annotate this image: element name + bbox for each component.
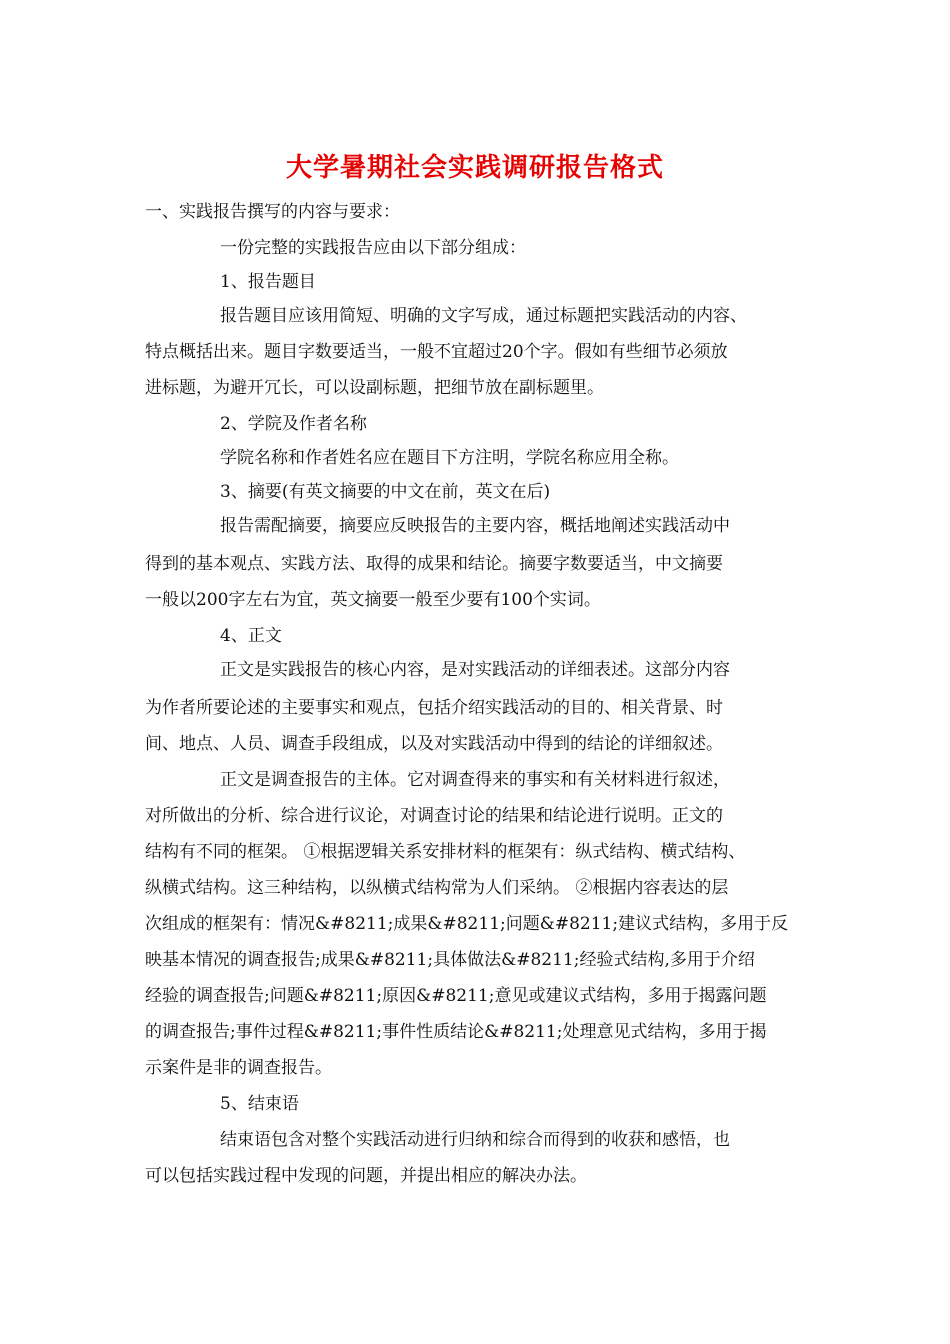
paragraph-line: 映基本情况的调查报告;成果&#8211;具体做法&#8211;经验式结构,多用于介绍: [145, 950, 755, 970]
subheading: 3、摘要(有英文摘要的中文在前，英文在后): [220, 482, 551, 502]
subheading: 1、报告题目: [220, 272, 316, 292]
paragraph-line: 正文是实践报告的核心内容，是对实践活动的详细表述。这部分内容: [220, 660, 730, 680]
paragraph-line: 结束语包含对整个实践活动进行归纳和综合而得到的收获和感悟，也: [220, 1130, 730, 1150]
subheading: 5、结束语: [220, 1094, 299, 1114]
paragraph-line: 经验的调查报告;问题&#8211;原因&#8211;意见或建议式结构，多用于揭露问题: [145, 986, 767, 1006]
paragraph-line: 得到的基本观点、实践方法、取得的成果和结论。摘要字数要适当，中文摘要: [145, 554, 723, 574]
paragraph-line: 纵横式结构。这三种结构，以纵横式结构常为人们采纳。 ②根据内容表达的层: [145, 878, 729, 898]
paragraph-line: 报告需配摘要，摘要应反映报告的主要内容，概括地阐述实践活动中: [220, 516, 730, 536]
paragraph-line: 报告题目应该用简短、明确的文字写成，通过标题把实践活动的内容、: [220, 306, 747, 326]
paragraph-line: 间、地点、人员、调查手段组成，以及对实践活动中得到的结论的详细叙述。: [145, 734, 723, 754]
document-title: 大学暑期社会实践调研报告格式: [285, 153, 664, 183]
section-heading: 一、实践报告撰写的内容与要求：: [145, 202, 400, 222]
paragraph-line: 对所做出的分析、综合进行议论，对调查讨论的结果和结论进行说明。正文的: [145, 806, 723, 826]
paragraph-line: 进标题，为避开冗长，可以设副标题，把细节放在副标题里。: [145, 378, 604, 398]
subheading: 4、正文: [220, 626, 282, 646]
paragraph-line: 为作者所要论述的主要事实和观点，包括介绍实践活动的目的、相关背景、时: [145, 698, 723, 718]
paragraph-line: 结构有不同的框架。 ①根据逻辑关系安排材料的框架有：纵式结构、横式结构、: [145, 842, 746, 862]
paragraph-line: 一般以200字左右为宜，英文摘要一般至少要有100个实词。: [145, 590, 601, 610]
paragraph-line: 特点概括出来。题目字数要适当，一般不宜超过20个字。假如有些细节必须放: [145, 342, 728, 362]
paragraph-line: 一份完整的实践报告应由以下部分组成：: [220, 238, 526, 258]
paragraph-line: 学院名称和作者姓名应在题目下方注明，学院名称应用全称。: [220, 448, 679, 468]
paragraph-line: 次组成的框架有：情况&#8211;成果&#8211;问题&#8211;建议式结构，多用于反: [145, 914, 789, 934]
paragraph-line: 正文是调查报告的主体。它对调查得来的事实和有关材料进行叙述，: [220, 770, 730, 790]
paragraph-line: 示案件是非的调查报告。: [145, 1058, 332, 1078]
paragraph-line: 的调查报告;事件过程&#8211;事件性质结论&#8211;处理意见式结构，多用于揭: [145, 1022, 767, 1042]
paragraph-line: 可以包括实践过程中发现的问题，并提出相应的解决办法。: [145, 1166, 587, 1186]
subheading: 2、学院及作者名称: [220, 414, 367, 434]
